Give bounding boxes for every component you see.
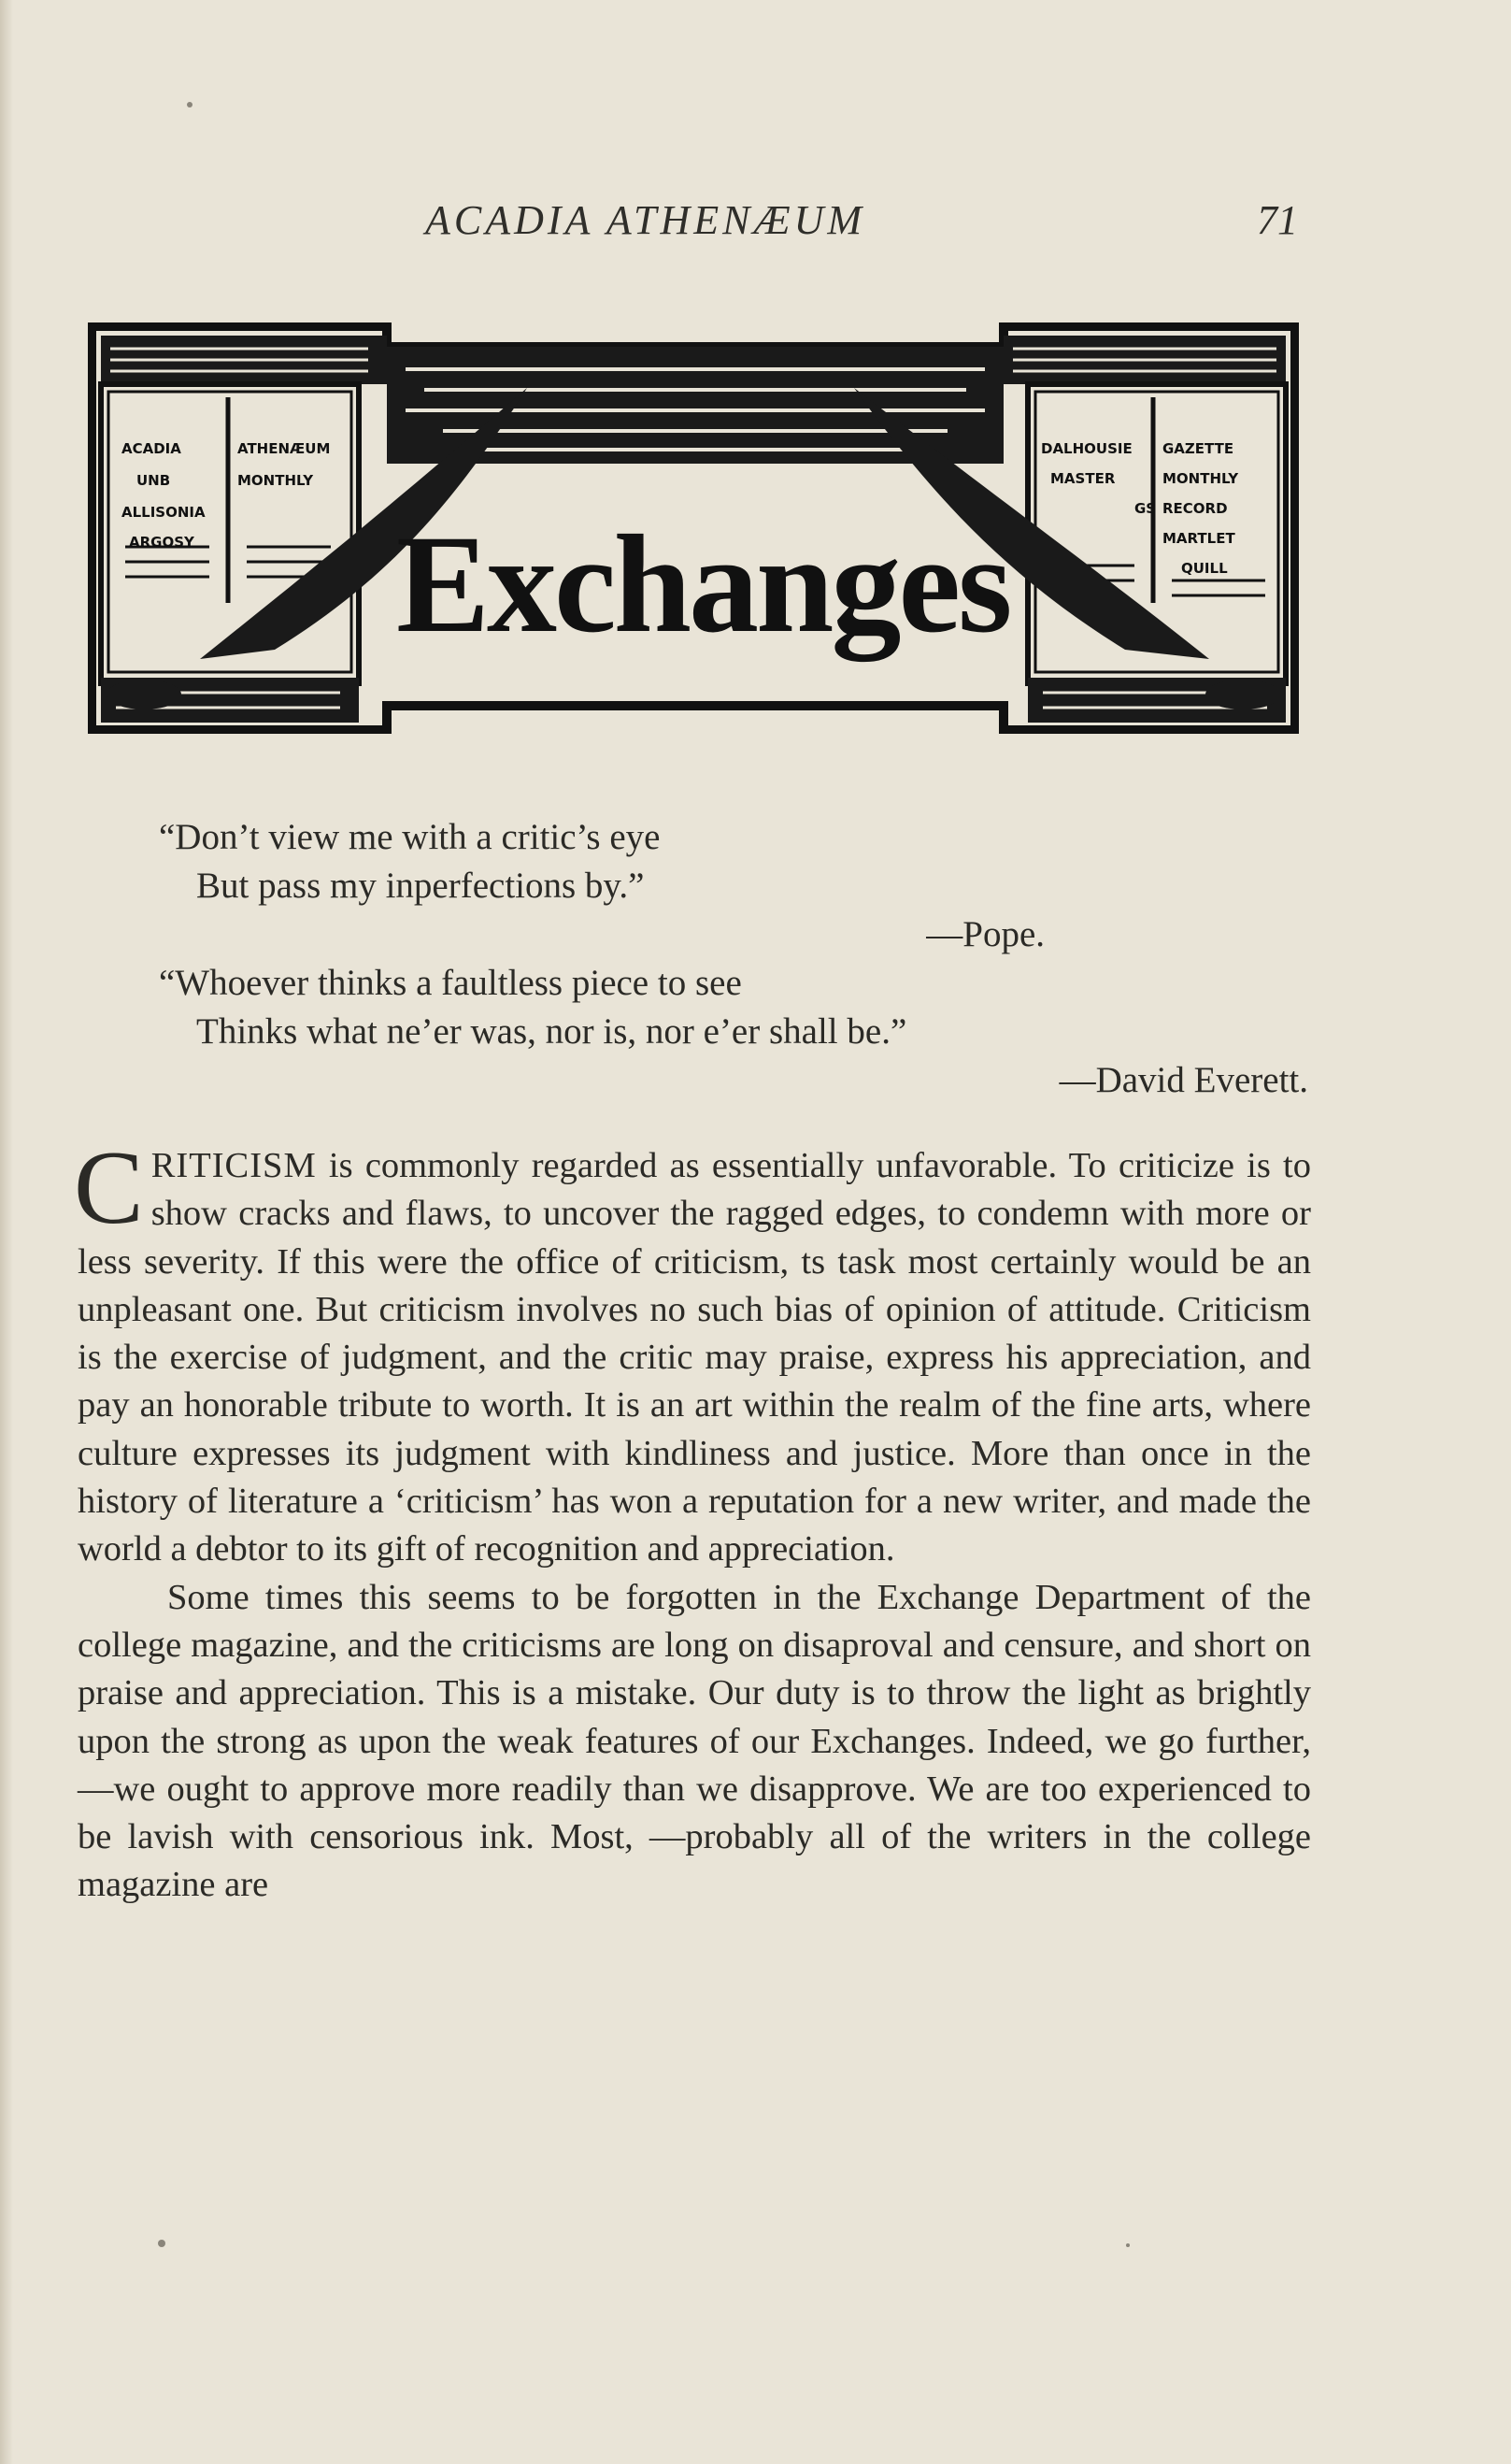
epigraph-line: “Whoever thinks a faultless piece to see <box>159 963 742 1003</box>
paragraph-text: is commonly regarded as essentially unfavorable. To criticize is to show cracks and flaws, to uncover the ragged edges, to condemn with more or less severity. If this were the office of criticism, ts task most certainly would be an unpleasant one. But criticism involves no such bias of opinion of attitude. Criticism is the exercise of judgment, and the critic may praise, express his appreciation, and pay an honorable tribute to worth. It is an art within the realm of the fine arts, where culture expresses its judgment with kindliness and justice. More than once in the history of literature a ‘criticism’ has won a reputation for a new writer, and made the world a debtor to its gift of recognition and appreciation. <box>78 1146 1311 1569</box>
right-book-label: RECORD <box>1162 500 1228 517</box>
epigraph-line: But pass my inperfections by.” <box>196 866 645 906</box>
running-title: ACADIA ATHENÆUM <box>425 197 866 243</box>
epigraph-line: “Don’t view me with a critic’s eye <box>159 817 661 857</box>
paragraph: Some times this seems to be forgotten in the Exchange Department of the college magazine, and the criticisms are long on disaproval and censure, and short on praise and appreciation. This is a mistake. Our duty is to throw the light as brightly upon the strong as upon the weak features of our Exchanges. Indeed, we go further,—we ought to approve more readily than we disapprove. We are too experienced to be lavish with censorious ink. Most, —probably all of the writers in the college magazine are <box>78 1577 1311 1905</box>
right-book-label: MARTLET <box>1162 530 1235 547</box>
left-book-label: UNB <box>136 472 171 489</box>
right-book-label: MONTHLY <box>1162 470 1239 487</box>
article-body <box>74 1130 1311 1910</box>
right-book-label: QUILL <box>1181 560 1228 577</box>
epigraph-attribution: —David Everett. <box>1059 1060 1308 1100</box>
banner-title: Exchanges <box>396 507 1010 662</box>
left-book-label: ARGOSY <box>129 534 194 551</box>
lead-word: RITICISM <box>150 1146 317 1185</box>
exchanges-banner <box>88 322 1299 734</box>
epigraph <box>159 813 1308 1105</box>
left-book-label: MONTHLY <box>237 472 314 489</box>
right-book-label: GAZETTE <box>1162 440 1234 457</box>
left-book-label: ALLISONIA <box>121 504 206 521</box>
right-book-label: MASTER <box>1050 470 1116 487</box>
right-book-label: GS <box>1134 500 1157 517</box>
paragraph <box>74 1130 1311 1574</box>
page-spine-shadow <box>0 0 13 2464</box>
drop-cap: C <box>74 1130 144 1246</box>
left-book-label: ATHENÆUM <box>237 440 331 457</box>
left-book-label: ACADIA <box>121 440 181 457</box>
epigraph-attribution: —Pope. <box>926 914 1045 954</box>
epigraph-line: Thinks what ne’er was, nor is, nor e’er shall be.” <box>196 1011 907 1052</box>
right-book-label: DALHOUSIE <box>1041 440 1133 457</box>
page-number: 71 <box>1257 197 1298 243</box>
